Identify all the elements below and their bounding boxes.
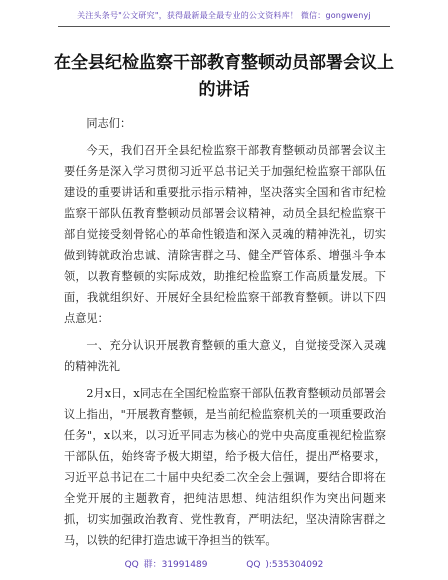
header-banner: 关注头条号"公文研究"，获得最新最全最专业的公文资料库！ 微信：gongwenyj <box>77 11 371 20</box>
document-body <box>64 113 386 557</box>
document-title <box>40 50 408 104</box>
greeting: 同志们： <box>86 117 132 130</box>
footer <box>0 557 448 570</box>
header-divider <box>58 26 390 27</box>
footer-qq-group: QQ 群：31991489 <box>124 560 208 570</box>
title-line-1: 在全县纪检监察干部教育整顿动员部署会议上 <box>54 53 394 73</box>
section-heading-1: 一、充分认识开展教育整顿的重大意义，自觉接受深入灵魂的精神洗礼 <box>64 339 386 373</box>
title-line-2: 的讲话 <box>198 80 250 100</box>
paragraph-section-1: 2月x日，x同志在全国纪检监察干部队伍教育整顿动员部署会议上指出，"开展教育整顿，是当前纪检监察机关的一项重要政治任务"，x以来，以习近平同志为核心的党中央高度重视纪检监察干部队伍，始终寄予极大期望，给予极大信任，提出严格要求，习近平总书记在二十届中央纪委二次全会上强调，要结合即将在全党开展的主题教育，把纯洁思想、纯洁组织作为突出问题来抓，切实加强政治教育、党性教育，严明法纪，坚决清除害群之马，以铁的纪律打造忠诚干净担当的铁军。 <box>64 387 386 547</box>
paragraph-intro: 今天，我们召开全县纪检监察干部教育整顿动员部署会议主要任务是深入学习贯彻习近平总书记关于加强纪检监察干部队伍建设的重要讲话和重要批示指示精神，坚决落实全国和省市纪检监察干部队伍教育整顿动员部署会议精神，动员全县纪检监察干部自觉接受刻骨铭心的革命性锻造和深入灵魂的精神洗礼，切实做到铸就政治忠诚、清除害群之马、健全严管体系、增强斗争本领，以教育整顿的实际成效，助推纪检监察工作高质量发展。下面，我就组织好、开展好全县纪检监察干部教育整顿。讲以下四点意见： <box>64 144 386 325</box>
footer-qq-contact: QQ ):535304092 <box>246 560 324 570</box>
